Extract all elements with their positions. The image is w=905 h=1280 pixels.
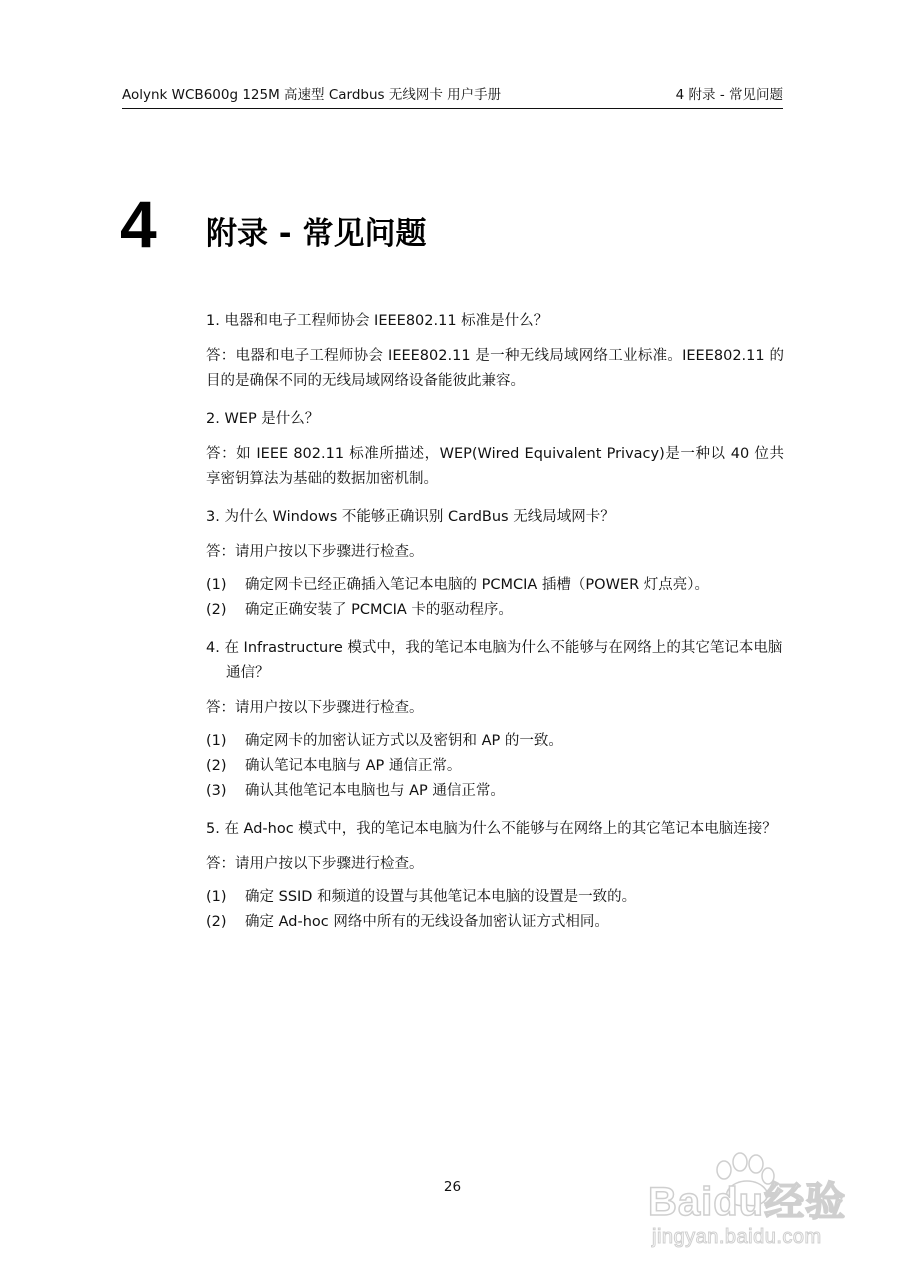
baidu-watermark <box>640 1150 885 1265</box>
faq-item-4 <box>206 636 784 804</box>
faq-answer: 答：如 IEEE 802.11 标准所描述，WEP(Wired Equivalent Privacy)是一种以 40 位共享密钥算法为基础的数据加密机制。 <box>206 446 784 487</box>
step-number: (1) <box>206 733 227 749</box>
step-number: (1) <box>206 889 227 905</box>
chapter-number: 4 <box>120 187 157 261</box>
step-number: (2) <box>206 602 227 618</box>
faq-item-1 <box>206 309 784 394</box>
chapter-title: 附录 - 常见问题 <box>206 216 427 252</box>
faq-content <box>206 309 784 935</box>
step-number: (2) <box>206 758 227 774</box>
faq-steps <box>206 729 784 804</box>
step-number: (3) <box>206 783 227 799</box>
step-text: 确定正确安装了 PCMCIA 卡的驱动程序。 <box>245 602 513 618</box>
faq-question: 1. 电器和电子工程师协会 IEEE802.11 标准是什么？ <box>206 313 549 329</box>
faq-step <box>206 754 784 779</box>
faq-step <box>206 729 784 754</box>
faq-steps <box>206 573 784 623</box>
step-text: 确定网卡的加密认证方式以及密钥和 AP 的一致。 <box>245 733 563 749</box>
step-text: 确认笔记本电脑与 AP 通信正常。 <box>245 758 462 774</box>
step-text: 确定 SSID 和频道的设置与其他笔记本电脑的设置是一致的。 <box>245 889 637 905</box>
faq-step <box>206 779 784 804</box>
header-manual-title: Aolynk WCB600g 125M 高速型 Cardbus 无线网卡 用户手册 <box>122 87 502 103</box>
faq-answer: 答：请用户按以下步骤进行检查。 <box>206 544 424 560</box>
faq-question: 2. WEP 是什么？ <box>206 411 320 427</box>
faq-answer: 答：请用户按以下步骤进行检查。 <box>206 700 424 716</box>
faq-steps <box>206 885 784 935</box>
faq-question: 5. 在 Ad-hoc 模式中，我的笔记本电脑为什么不能够与在网络上的其它笔记本电脑连接？ <box>206 821 777 837</box>
watermark-brand: Baidu经验 <box>648 1180 847 1224</box>
faq-answer: 答：请用户按以下步骤进行检查。 <box>206 856 424 872</box>
faq-step <box>206 885 784 910</box>
step-number: (2) <box>206 914 227 930</box>
faq-item-2 <box>206 407 784 492</box>
faq-answer: 答：电器和电子工程师协会 IEEE802.11 是一种无线局域网络工业标准。IEEE802.11 的目的是确保不同的无线局域网络设备能彼此兼容。 <box>206 348 784 389</box>
step-text: 确定 Ad-hoc 网络中所有的无线设备加密认证方式相同。 <box>245 914 609 930</box>
watermark-url: jingyan.baidu.com <box>652 1226 822 1248</box>
step-text: 确定网卡已经正确插入笔记本电脑的 PCMCIA 插槽（POWER 灯点亮）。 <box>245 577 710 593</box>
faq-question: 4. 在 Infrastructure 模式中，我的笔记本电脑为什么不能够与在网络上的其它笔记本电脑通信？ <box>206 640 783 681</box>
step-text: 确认其他笔记本电脑也与 AP 通信正常。 <box>245 783 505 799</box>
faq-item-3 <box>206 505 784 623</box>
faq-step <box>206 598 784 623</box>
faq-step <box>206 573 784 598</box>
header-chapter-title: 4 附录 - 常见问题 <box>675 87 783 103</box>
step-number: (1) <box>206 577 227 593</box>
page-header <box>122 86 783 109</box>
faq-item-5 <box>206 817 784 935</box>
page-number: 26 <box>443 1179 462 1195</box>
faq-question: 3. 为什么 Windows 不能够正确识别 CardBus 无线局域网卡？ <box>206 509 615 525</box>
faq-step <box>206 910 784 935</box>
